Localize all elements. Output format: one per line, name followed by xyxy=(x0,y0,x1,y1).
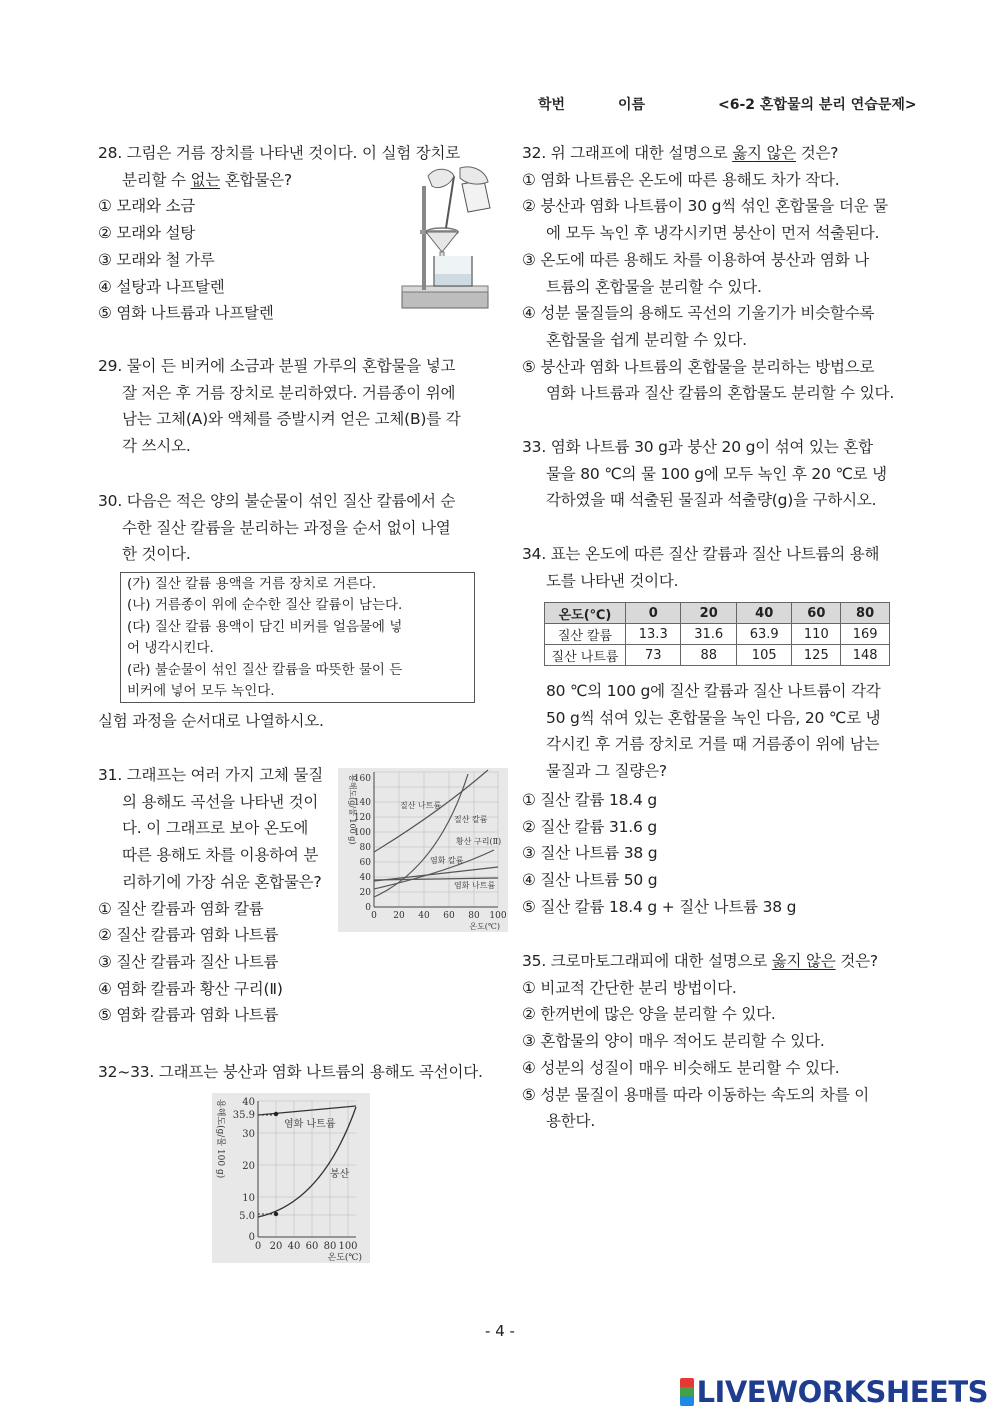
q31-option-2[interactable]: ② 질산 칼륨과 염화 나트륨 xyxy=(98,926,279,945)
table-cell: 63.9 xyxy=(736,624,791,645)
q31-solubility-graph xyxy=(338,768,508,932)
q32-option-4[interactable]: ④ 성분 물질들의 용해도 곡선의 기울기가 비슷할수록 혼합물을 쉽게 분리할 수 있다. xyxy=(522,304,875,349)
q31-ytick: 160 xyxy=(353,774,371,784)
q30-step: (가) 질산 칼륨 용액을 거름 장치로 거른다. xyxy=(127,576,377,592)
q32-option-2[interactable]: ② 붕산과 염화 나트륨이 30 g씩 섞인 혼합물을 더운 물 에 모두 녹인 후 냉각시키면 붕산이 먼저 석출된다. xyxy=(522,197,888,243)
q31-option-4[interactable]: ④ 염화 칼륨과 황산 구리(Ⅱ) xyxy=(98,979,283,998)
q30-step: 비커에 넣어 모두 녹인다. xyxy=(127,683,275,700)
q32-xtick: 40 xyxy=(287,1241,301,1252)
q32-xtick: 60 xyxy=(305,1241,319,1252)
q30-procedure-box xyxy=(120,572,475,703)
q34-option-1[interactable]: ① 질산 칼륨 18.4 g xyxy=(522,791,658,809)
filtration-apparatus-illustration xyxy=(392,166,492,314)
q31-option-1[interactable]: ① 질산 칼륨과 염화 칼륨 xyxy=(98,899,264,918)
question-29 xyxy=(98,353,461,460)
table-cell: 110 xyxy=(792,624,841,645)
q31-ytick: 40 xyxy=(359,873,371,883)
q31-option-5[interactable]: ⑤ 염화 칼륨과 염화 나트륨 xyxy=(98,1006,279,1025)
q32-option-3[interactable]: ③ 온도에 따른 용해도 차를 이용하여 붕산과 염화 나 트륨의 혼합물을 분리할 수 있다. xyxy=(522,250,869,296)
q32-ytick: 30 xyxy=(242,1129,255,1140)
q31-ytick: 60 xyxy=(359,858,371,868)
q31-xtick: 60 xyxy=(443,911,455,921)
q35-option-5[interactable]: ⑤ 성분 물질이 용매를 따라 이동하는 속도의 차를 이 용한다. xyxy=(522,1085,869,1131)
table-row xyxy=(545,645,890,666)
q35-option-3[interactable]: ③ 혼합물의 양이 매우 적어도 분리할 수 있다. xyxy=(522,1032,825,1051)
q31-line: 의 용해도 곡선을 나타낸 것이 xyxy=(122,792,319,811)
table-row xyxy=(545,624,890,645)
table-header-cell: 40 xyxy=(736,603,791,624)
question-31 xyxy=(98,762,323,1029)
q32-data-point xyxy=(274,1212,278,1216)
q32-xtick: 100 xyxy=(338,1241,358,1252)
q32-ylabel: 용해도(g/물 100 g) xyxy=(215,1099,225,1179)
q33-line: 33. 염화 나트륨 30 g과 붕산 20 g이 섞여 있는 혼합 xyxy=(522,438,873,456)
q31-ytick: 20 xyxy=(359,888,371,898)
q33-line: 물을 80 ℃의 물 100 g에 모두 녹인 후 20 ℃로 냉 xyxy=(546,464,887,483)
q35-option-2[interactable]: ② 한꺼번에 많은 양을 분리할 수 있다. xyxy=(522,1005,776,1024)
q34-body-line: 50 g씩 섞여 있는 혼합물을 녹인 다음, 20 ℃로 냉 xyxy=(546,708,881,727)
q28-option-5[interactable]: ⑤ 염화 나트륨과 나프탈렌 xyxy=(98,304,274,323)
q31-ytick: 140 xyxy=(353,798,371,808)
q32-data-point xyxy=(274,1112,278,1116)
q30-step: (라) 불순물이 섞인 질산 칼륨을 따뜻한 물이 든 xyxy=(127,661,403,678)
student-number-label: 학번 xyxy=(538,97,566,113)
q32-series-label: 염화 나트륨 xyxy=(284,1119,336,1130)
table-header-cell: 온도(℃) xyxy=(545,603,626,624)
q31-line: 31. 그래프는 여러 가지 고체 물질 xyxy=(98,766,323,784)
q31-xtick: 40 xyxy=(418,911,430,921)
liveworksheets-logo[interactable] xyxy=(680,1375,988,1409)
q34-solubility-table xyxy=(544,602,890,666)
table-cell: 13.3 xyxy=(626,624,681,645)
q31-series-label: 염화 나트륨 xyxy=(454,881,496,890)
q31-series-label: 염화 칼륨 xyxy=(430,856,464,865)
q28-option-1[interactable]: ① 모래와 소금 xyxy=(98,197,196,216)
worksheet-title: <6-2 혼합물의 분리 연습문제> xyxy=(718,97,917,113)
q28-option-2[interactable]: ② 모래와 설탕 xyxy=(98,224,196,243)
q34-options xyxy=(522,787,796,921)
table-cell: 125 xyxy=(792,645,841,666)
q31-series-label: 황산 구리(Ⅱ) xyxy=(456,837,502,846)
q31-ytick: 120 xyxy=(353,813,371,823)
q28-option-4[interactable]: ④ 설탕과 나프탈렌 xyxy=(98,277,225,296)
q34-option-3[interactable]: ③ 질산 나트륨 38 g xyxy=(522,844,658,863)
table-cell: 105 xyxy=(736,645,791,666)
page-number: - 4 - xyxy=(485,1322,515,1340)
logo-badge-icon xyxy=(680,1378,694,1406)
q34-option-5[interactable]: ⑤ 질산 칼륨 18.4 g + 질산 나트륨 38 g xyxy=(522,897,797,916)
q32-xtick: 20 xyxy=(269,1241,283,1252)
q32-33-intro: 32~33. 그래프는 붕산과 염화 나트륨의 용해도 곡선이다. xyxy=(98,1063,483,1081)
q29-line: 29. 물이 든 비커에 소금과 분필 가루의 혼합물을 넣고 xyxy=(98,357,456,375)
q31-series-label: 질산 칼륨 xyxy=(454,815,488,824)
q30-step: (다) 질산 칼륨 용액이 담긴 비커를 얼음물에 넣 xyxy=(127,618,403,635)
q31-option-3[interactable]: ③ 질산 칼륨과 질산 나트륨 xyxy=(98,952,279,971)
q31-ytick: 0 xyxy=(365,903,371,913)
table-header-cell: 0 xyxy=(626,603,681,624)
table-cell: 질산 나트륨 xyxy=(545,645,626,666)
q32-stem: 32. 위 그래프에 대한 설명으로 옳지 않은 것은? xyxy=(522,144,839,162)
table-header-cell: 80 xyxy=(841,603,890,624)
q32-option-1[interactable]: ① 염화 나트륨은 온도에 따른 용해도 차가 작다. xyxy=(522,170,840,189)
q31-xtick: 100 xyxy=(489,911,507,921)
q34-line: 도를 나타낸 것이다. xyxy=(546,571,679,590)
q32-ytick: 0 xyxy=(248,1232,255,1243)
q32-series-label: 붕산 xyxy=(330,1169,350,1180)
table-cell: 148 xyxy=(841,645,890,666)
q29-line: 남는 고체(A)와 액체를 증발시켜 얻은 고체(B)를 각 xyxy=(122,410,461,429)
q33-line: 각하였을 때 석출된 물질과 석출량(g)을 구하시오. xyxy=(546,491,877,510)
q31-xlabel: 온도(℃) xyxy=(469,922,500,931)
q32-ytick: 5.0 xyxy=(239,1211,255,1222)
q31-ytick: 80 xyxy=(359,843,371,853)
table-cell: 73 xyxy=(626,645,681,666)
q30-line: 한 것이다. xyxy=(122,545,191,564)
q32-xtick: 0 xyxy=(254,1241,262,1252)
q35-option-4[interactable]: ④ 성분의 성질이 매우 비슷해도 분리할 수 있다. xyxy=(522,1058,840,1077)
q32-option-5[interactable]: ⑤ 붕산과 염화 나트륨의 혼합물을 분리하는 방법으로 염화 나트륨과 질산 칼륨의 혼합물도 분리할 수 있다. xyxy=(522,357,895,403)
q30-line: 수한 질산 칼륨을 분리하는 과정을 순서 없이 나열 xyxy=(122,518,451,537)
q32-ytick: 10 xyxy=(242,1193,255,1204)
q31-line: 다. 이 그래프로 보아 온도에 xyxy=(122,819,309,838)
q32-xlabel: 온도(℃) xyxy=(327,1253,362,1263)
q31-series-label: 질산 나트륨 xyxy=(400,801,442,810)
table-header-row xyxy=(545,603,890,624)
name-label: 이름 xyxy=(618,97,646,113)
q34-body-line: 80 ℃의 100 g에 질산 칼륨과 질산 나트륨이 각각 xyxy=(546,682,881,700)
q31-ylabel: 용해도(g/물 100 g) xyxy=(348,774,357,845)
q28-option-3[interactable]: ③ 모래와 철 가루 xyxy=(98,250,215,269)
q28-line: 분리할 수 없는 혼합물은? xyxy=(122,170,292,189)
q30-step: 어 냉각시킨다. xyxy=(127,640,214,657)
question-35 xyxy=(522,948,878,1135)
question-30 xyxy=(98,488,455,568)
q30-step: (나) 거름종이 위에 순수한 질산 칼륨이 남는다. xyxy=(127,597,403,614)
q31-xtick: 20 xyxy=(393,911,405,921)
question-33 xyxy=(522,434,887,514)
table-cell: 169 xyxy=(841,624,890,645)
q31-xtick: 80 xyxy=(468,911,480,921)
q32-ytick: 35.9 xyxy=(232,1110,255,1121)
q34-body-line: 각시킨 후 거름 장치로 거를 때 거름종이 위에 남는 xyxy=(546,735,880,754)
q31-xtick: 0 xyxy=(371,911,377,921)
q34-option-2[interactable]: ② 질산 칼륨 31.6 g xyxy=(522,817,658,836)
question-34 xyxy=(522,541,879,594)
q29-line: 잘 저은 후 거름 장치로 분리하였다. 거름종이 위에 xyxy=(122,383,456,402)
q28-line: 28. 그림은 거름 장치를 나타낸 것이다. 이 실험 장치로 xyxy=(98,144,461,162)
q30-instruction: 실험 과정을 순서대로 나열하시오. xyxy=(98,712,324,730)
q35-stem: 35. 크로마토그래피에 대한 설명으로 옳지 않은 것은? xyxy=(522,952,878,970)
question-32 xyxy=(522,140,894,407)
q31-line: 따른 용해도 차를 이용하여 분 xyxy=(122,846,319,865)
table-header-cell: 20 xyxy=(681,603,736,624)
table-cell: 88 xyxy=(681,645,736,666)
q29-line: 각 쓰시오. xyxy=(122,437,191,456)
table-cell: 질산 칼륨 xyxy=(545,624,626,645)
q31-ytick: 100 xyxy=(353,828,371,838)
q34-body-line: 물질과 그 질량은? xyxy=(546,762,667,781)
q34-body xyxy=(546,678,881,785)
logo-text: LIVEWORKSHEETS xyxy=(696,1375,988,1409)
q32-xtick: 80 xyxy=(323,1241,337,1252)
table-cell: 31.6 xyxy=(681,624,736,645)
q34-option-4[interactable]: ④ 질산 나트륨 50 g xyxy=(522,871,658,890)
q35-option-1[interactable]: ① 비교적 간단한 분리 방법이다. xyxy=(522,978,737,997)
q31-line: 리하기에 가장 쉬운 혼합물은? xyxy=(122,872,322,891)
q32-ytick: 40 xyxy=(242,1097,255,1108)
q30-line: 30. 다음은 적은 양의 불순물이 섞인 질산 칼륨에서 순 xyxy=(98,492,456,510)
q32-33-solubility-graph xyxy=(212,1093,370,1263)
q34-line: 34. 표는 온도에 따른 질산 칼륨과 질산 나트륨의 용해 xyxy=(522,545,880,563)
table-header-cell: 60 xyxy=(792,603,841,624)
q32-ytick: 20 xyxy=(242,1161,255,1172)
